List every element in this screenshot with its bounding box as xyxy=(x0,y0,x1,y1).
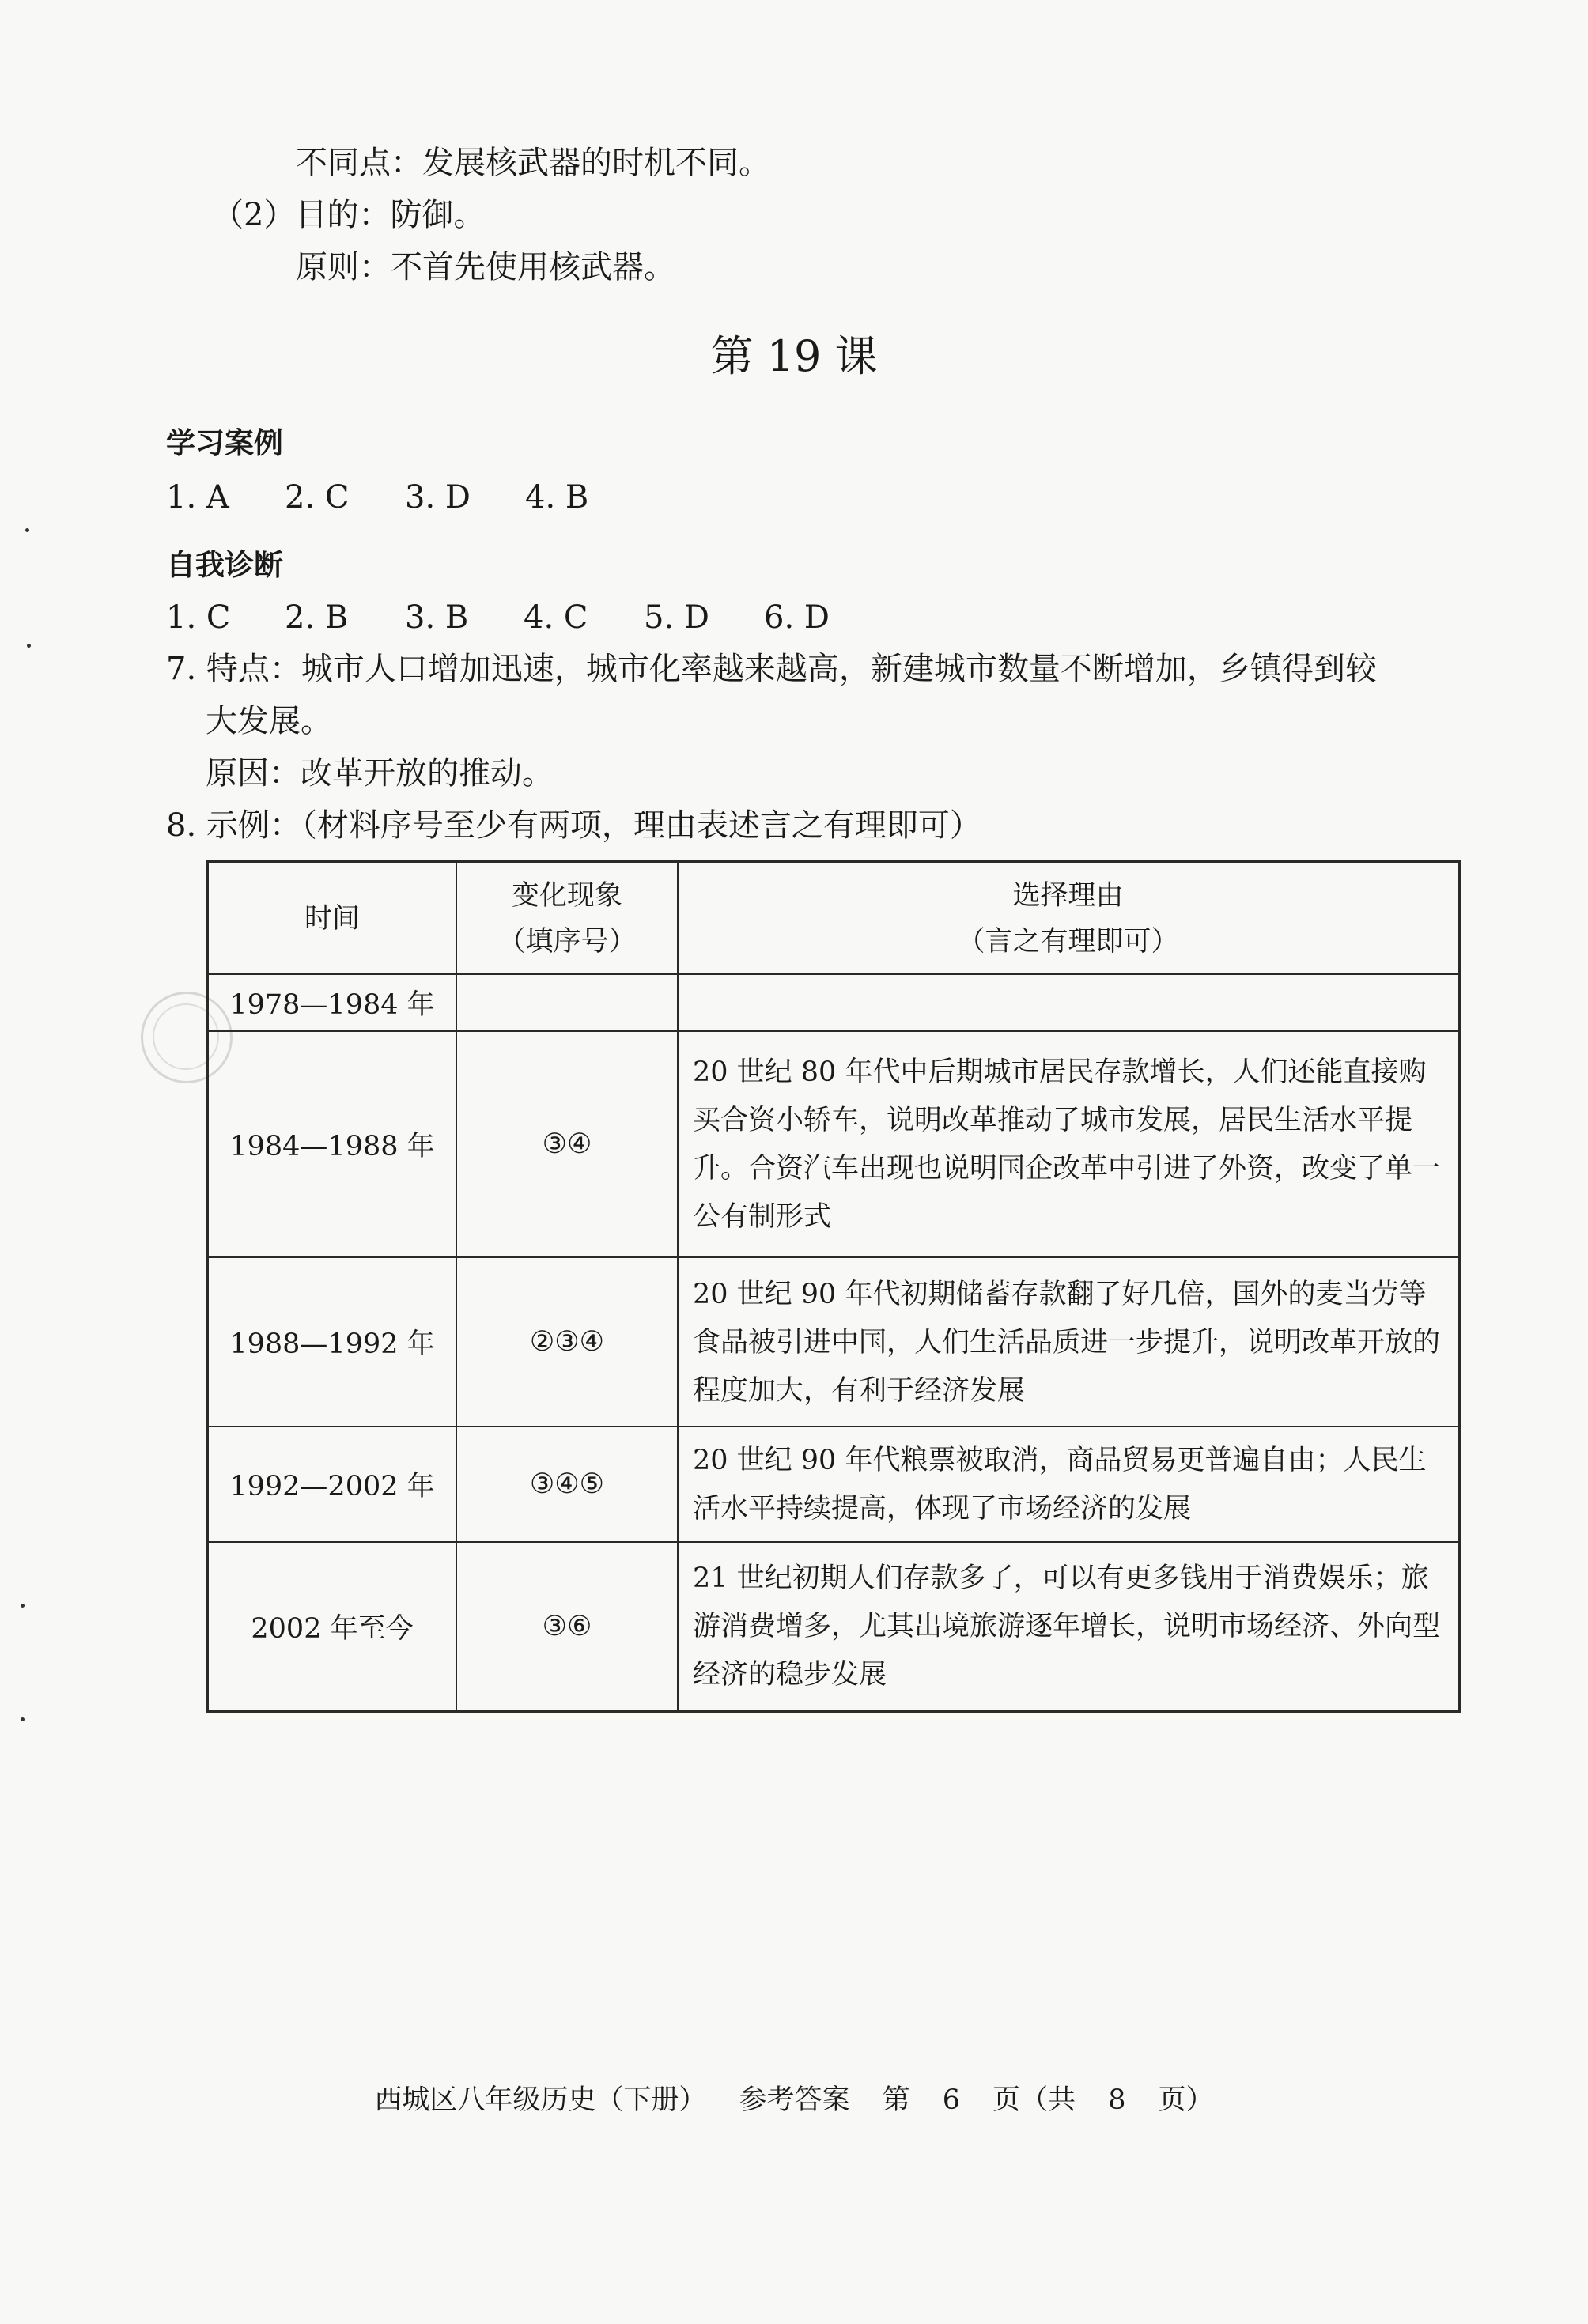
row-time: 1978—1984 年 xyxy=(207,974,456,1031)
intro-line-1: 不同点：发展核武器的时机不同。 xyxy=(296,145,770,181)
row-marks: ③⑥ xyxy=(456,1542,678,1711)
row-marks: ③④ xyxy=(456,1031,678,1257)
margin-dot xyxy=(21,1717,25,1721)
row-time: 1988—1992 年 xyxy=(207,1257,456,1427)
row-reason: 20 世纪 80 年代中后期城市居民存款增长，人们还能直接购买合资小轿车，说明改革推动了城市发展，居民生活水平提升。合资汽车出现也说明国企改革中引进了外资，改变了单一公有制形式 xyxy=(678,1031,1459,1257)
row-marks xyxy=(456,974,678,1031)
table-header-row xyxy=(207,862,1459,974)
answer-table xyxy=(206,860,1461,1713)
answer-item: 3. B xyxy=(405,599,469,636)
answer-item: 6. D xyxy=(764,599,830,636)
row-reason: 20 世纪 90 年代初期储蓄存款翻了好几倍，国外的麦当劳等食品被引进中国，人们生活品质进一步提升，说明改革开放的程度加大，有利于经济发展 xyxy=(678,1257,1459,1427)
row-marks: ②③④ xyxy=(456,1257,678,1427)
answer-item: 3. D xyxy=(405,479,471,516)
table-row xyxy=(207,974,1459,1031)
q7-line-3: 原因：改革开放的推动。 xyxy=(206,755,554,792)
page-footer: 西城区八年级历史（下册） 参考答案 第 6 页（共 8 页） xyxy=(374,2084,1214,2116)
header-time: 时间 xyxy=(207,862,456,974)
header-change-line1: 变化现象 xyxy=(511,879,622,912)
row-time: 2002 年至今 xyxy=(207,1542,456,1711)
answer-item: 1. C xyxy=(166,599,231,636)
header-reason-line1: 选择理由 xyxy=(1012,879,1124,912)
row-time: 1984—1988 年 xyxy=(207,1031,456,1257)
answer-item: 2. C xyxy=(285,479,350,516)
answer-item: 1. A xyxy=(166,479,229,516)
self-diagnosis-heading: 自我诊断 xyxy=(166,548,283,582)
intro-line-3: 原则：不首先使用核武器。 xyxy=(296,249,675,285)
study-cases-heading: 学习案例 xyxy=(166,426,283,460)
q8-line-1: 8. 示例：（材料序号至少有两项，理由表述言之有理即可） xyxy=(166,807,981,844)
row-reason xyxy=(678,974,1459,1031)
margin-dot xyxy=(25,528,29,532)
lesson-title: 第 19 课 xyxy=(710,331,878,381)
header-reason-line2: （言之有理即可） xyxy=(957,925,1179,958)
table-row xyxy=(207,1257,1459,1427)
answer-item: 2. B xyxy=(285,599,349,636)
answer-item: 5. D xyxy=(644,599,709,636)
q7-line-1: 7. 特点：城市人口增加迅速，城市化率越来越高，新建城市数量不断增加，乡镇得到较 xyxy=(166,651,1377,687)
table-row xyxy=(207,1031,1459,1257)
table-row xyxy=(207,1542,1459,1711)
header-change-line2: （填序号） xyxy=(497,925,637,958)
intro-line-2: （2）目的：防御。 xyxy=(212,197,486,233)
table-row xyxy=(207,1427,1459,1542)
margin-dot xyxy=(21,1604,25,1608)
header-change xyxy=(456,862,678,974)
row-time: 1992—2002 年 xyxy=(207,1427,456,1542)
header-reason xyxy=(678,862,1459,974)
row-reason: 21 世纪初期人们存款多了，可以有更多钱用于消费娱乐；旅游消费增多，尤其出境旅游逐年增长，说明市场经济、外向型经济的稳步发展 xyxy=(678,1542,1459,1711)
row-reason: 20 世纪 90 年代粮票被取消，商品贸易更普遍自由；人民生活水平持续提高，体现了市场经济的发展 xyxy=(678,1427,1459,1542)
answer-item: 4. B xyxy=(525,479,589,516)
q7-line-2: 大发展。 xyxy=(206,703,332,739)
margin-dot xyxy=(27,644,31,648)
row-marks: ③④⑤ xyxy=(456,1427,678,1542)
answer-item: 4. C xyxy=(524,599,588,636)
